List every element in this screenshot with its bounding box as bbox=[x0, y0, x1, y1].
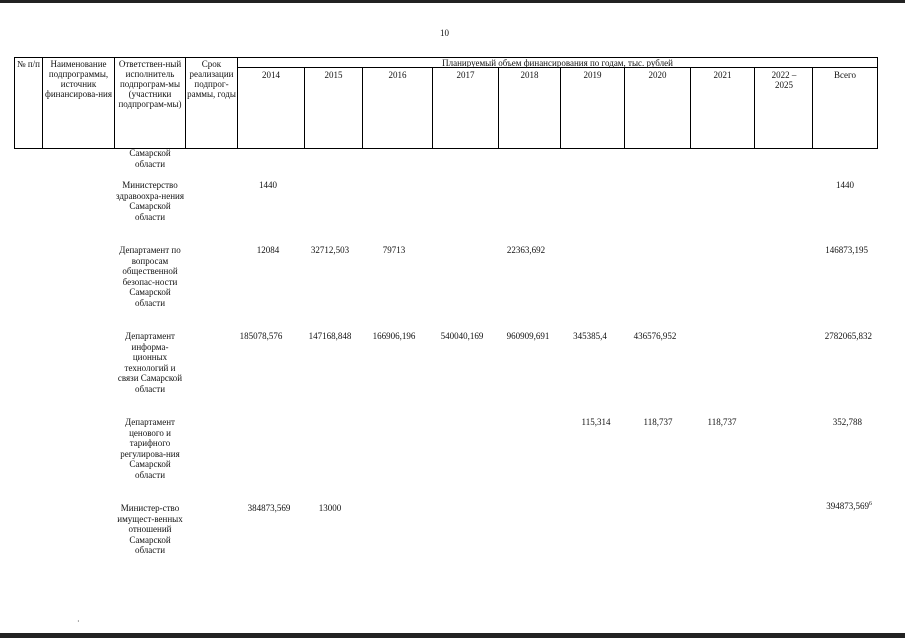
row-value: 32712,503 bbox=[310, 245, 350, 255]
header-planned: Планируемый объем финансирования по годам, тыс. рублей bbox=[442, 58, 673, 68]
year-2020: 2020 bbox=[648, 70, 667, 80]
row-value: 166906,196 bbox=[372, 331, 416, 341]
header-name: Наименование подпрограммы, источник финансирова-ния bbox=[45, 59, 112, 99]
year-2016: 2016 bbox=[388, 70, 407, 80]
col-line bbox=[14, 57, 15, 149]
row-value: 1440 bbox=[259, 180, 277, 190]
year-2014: 2014 bbox=[262, 70, 280, 80]
row-value: 13000 bbox=[318, 503, 342, 513]
row-value: 540040,169 bbox=[440, 331, 484, 341]
col-line bbox=[754, 67, 755, 149]
row-total: 146873,195 bbox=[825, 245, 868, 255]
row-value: 185078,576 bbox=[239, 331, 283, 341]
row-value: 79713 bbox=[382, 245, 406, 255]
row-value: 12084 bbox=[256, 245, 280, 255]
row-total bbox=[790, 501, 872, 512]
row-total: 352,788 bbox=[832, 417, 862, 427]
header-term: Срок реализации подпрог-раммы, годы bbox=[187, 59, 236, 99]
row-org: Департамент информа-ционных технологий и связи Самарской области bbox=[117, 331, 183, 394]
row-value: 118,737 bbox=[643, 417, 673, 427]
row-value: 115,314 bbox=[581, 417, 611, 427]
row-org: Департамент по вопросам общественной безопас-ности Самарской области bbox=[119, 245, 181, 308]
year-2018: 2018 bbox=[520, 70, 539, 80]
year-2021: 2021 bbox=[713, 70, 732, 80]
continuation-text: Самарской области bbox=[129, 148, 171, 169]
row-total: 1440 bbox=[836, 180, 854, 190]
row-value: 384873,569 bbox=[247, 503, 291, 513]
header-num: № п/п bbox=[17, 59, 40, 69]
row-value: 22363,692 bbox=[506, 245, 546, 255]
year-2019: 2019 bbox=[583, 70, 602, 80]
row-value: 960909,691 bbox=[506, 331, 550, 341]
bottom-border bbox=[0, 633, 905, 638]
row-value: 118,737 bbox=[707, 417, 737, 427]
header-total: Всего bbox=[833, 70, 857, 80]
year-2015: 2015 bbox=[324, 70, 343, 80]
row-value: 345385,4 bbox=[573, 331, 607, 341]
row-total: 2782065,832 bbox=[824, 331, 872, 341]
top-border bbox=[0, 0, 905, 3]
row-value: 147168,848 bbox=[308, 331, 352, 341]
row-total-value: 394873,569 bbox=[826, 501, 869, 511]
row-org: Министерство здравоохра-нения Самарской области bbox=[115, 180, 184, 222]
stray-mark: · bbox=[77, 617, 80, 626]
col-line bbox=[877, 57, 878, 149]
row-org: Министер-ство имущест-венных отношений Самарской области bbox=[117, 503, 183, 556]
page-number: 10 bbox=[440, 28, 449, 38]
footnote-marker: 6 bbox=[869, 501, 872, 507]
year-2022-2025: 2022 – 2025 bbox=[771, 70, 797, 90]
table-header bbox=[14, 57, 878, 149]
row-value: 436576,952 bbox=[633, 331, 677, 341]
row-org: Департамент ценового и тарифного регулирова-ния Самарской области bbox=[120, 417, 180, 480]
year-2017: 2017 bbox=[456, 70, 475, 80]
header-responsible: Ответствен-ный исполнитель подпрограм-мы (участники подпрограм-мы) bbox=[118, 59, 182, 109]
